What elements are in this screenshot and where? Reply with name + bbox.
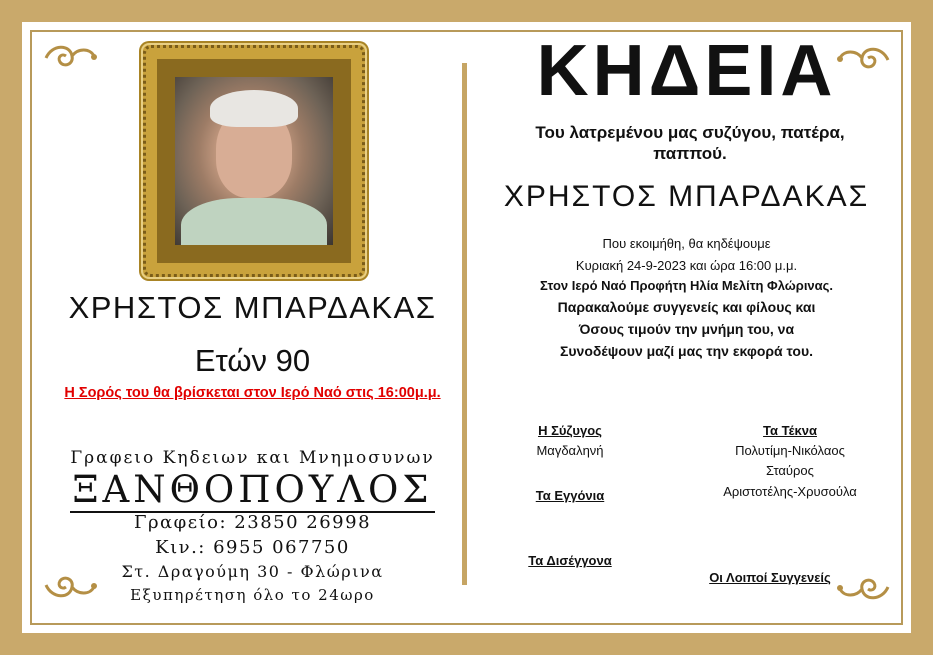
- children-heading: Τα Τέκνα: [763, 423, 817, 438]
- announcement-date: Κυριακή 24-9-2023 και ώρα 16:00 μ.μ.: [575, 258, 798, 273]
- announcement-line: Συνοδέψουν μαζί μας την εκφορά του.: [560, 343, 813, 359]
- deceased-name-left: ΧΡΗΣΤΟΣ ΜΠΑΡΔΑΚΑΣ: [68, 290, 437, 325]
- child-name: Σταύρος: [766, 463, 814, 478]
- funeral-office-name-text: ΞΑΝΘΟΠΟΥΛΟΣ: [72, 468, 433, 511]
- office-service: Εξυπηρέτηση όλο το 24ωρο: [130, 586, 375, 604]
- portrait-hair: [210, 90, 298, 127]
- wake-note: Η Σορός του θα βρίσκεται στον Ιερό Ναό στις 16:00μ.μ.: [64, 385, 441, 401]
- spouse-name: Μαγδαληνή: [536, 443, 604, 458]
- great-grandchildren-heading: Τα Δισέγγονα: [528, 553, 612, 568]
- child-name: Αριστοτέλης-Χρυσούλα: [723, 484, 857, 499]
- spouse-heading: Η Σύζυγος: [538, 423, 602, 438]
- dedication-subtitle: Του λατρεμένου μας συζύγου, πατέρα, παππού.: [535, 123, 845, 163]
- portrait-photo: [175, 77, 333, 245]
- funeral-office-title: Γραφειο Κηδειων και Μνημοσυνων: [70, 448, 435, 468]
- office-address: Στ. Δραγούμη 30 - Φλώρινα: [121, 562, 384, 581]
- portrait-frame: [143, 45, 365, 277]
- office-mobile: Κιν.: 6955 067750: [155, 537, 350, 558]
- funeral-heading: ΚΗΔΕΙΑ: [536, 31, 837, 111]
- office-phone: Γραφείο: 23850 26998: [133, 512, 372, 533]
- deceased-name-right: ΧΡΗΣΤΟΣ ΜΠΑΡΔΑΚΑΣ: [503, 180, 870, 213]
- child-name: Πολυτίμη-Νικόλαος: [735, 443, 845, 458]
- grandchildren-heading: Τα Εγγόνια: [535, 488, 605, 503]
- funeral-office-name: [30, 468, 475, 511]
- announcement-line: Όσους τιμούν την μνήμη του, να: [578, 321, 795, 337]
- announcement-line: Που εκοιμήθη, θα κηδέψουμε: [602, 236, 771, 251]
- deceased-age: Ετών 90: [194, 343, 311, 378]
- announcement-line: Παρακαλούμε συγγενείς και φίλους και: [557, 299, 816, 315]
- ornament-top-left-icon: [42, 40, 98, 76]
- other-relatives-heading: Οι Λοιποί Συγγενείς: [709, 570, 831, 585]
- portrait-shirt: [181, 198, 326, 245]
- announcement-church: Στον Ιερό Ναό Προφήτη Ηλία Μελίτη Φλώρινας.: [539, 278, 834, 293]
